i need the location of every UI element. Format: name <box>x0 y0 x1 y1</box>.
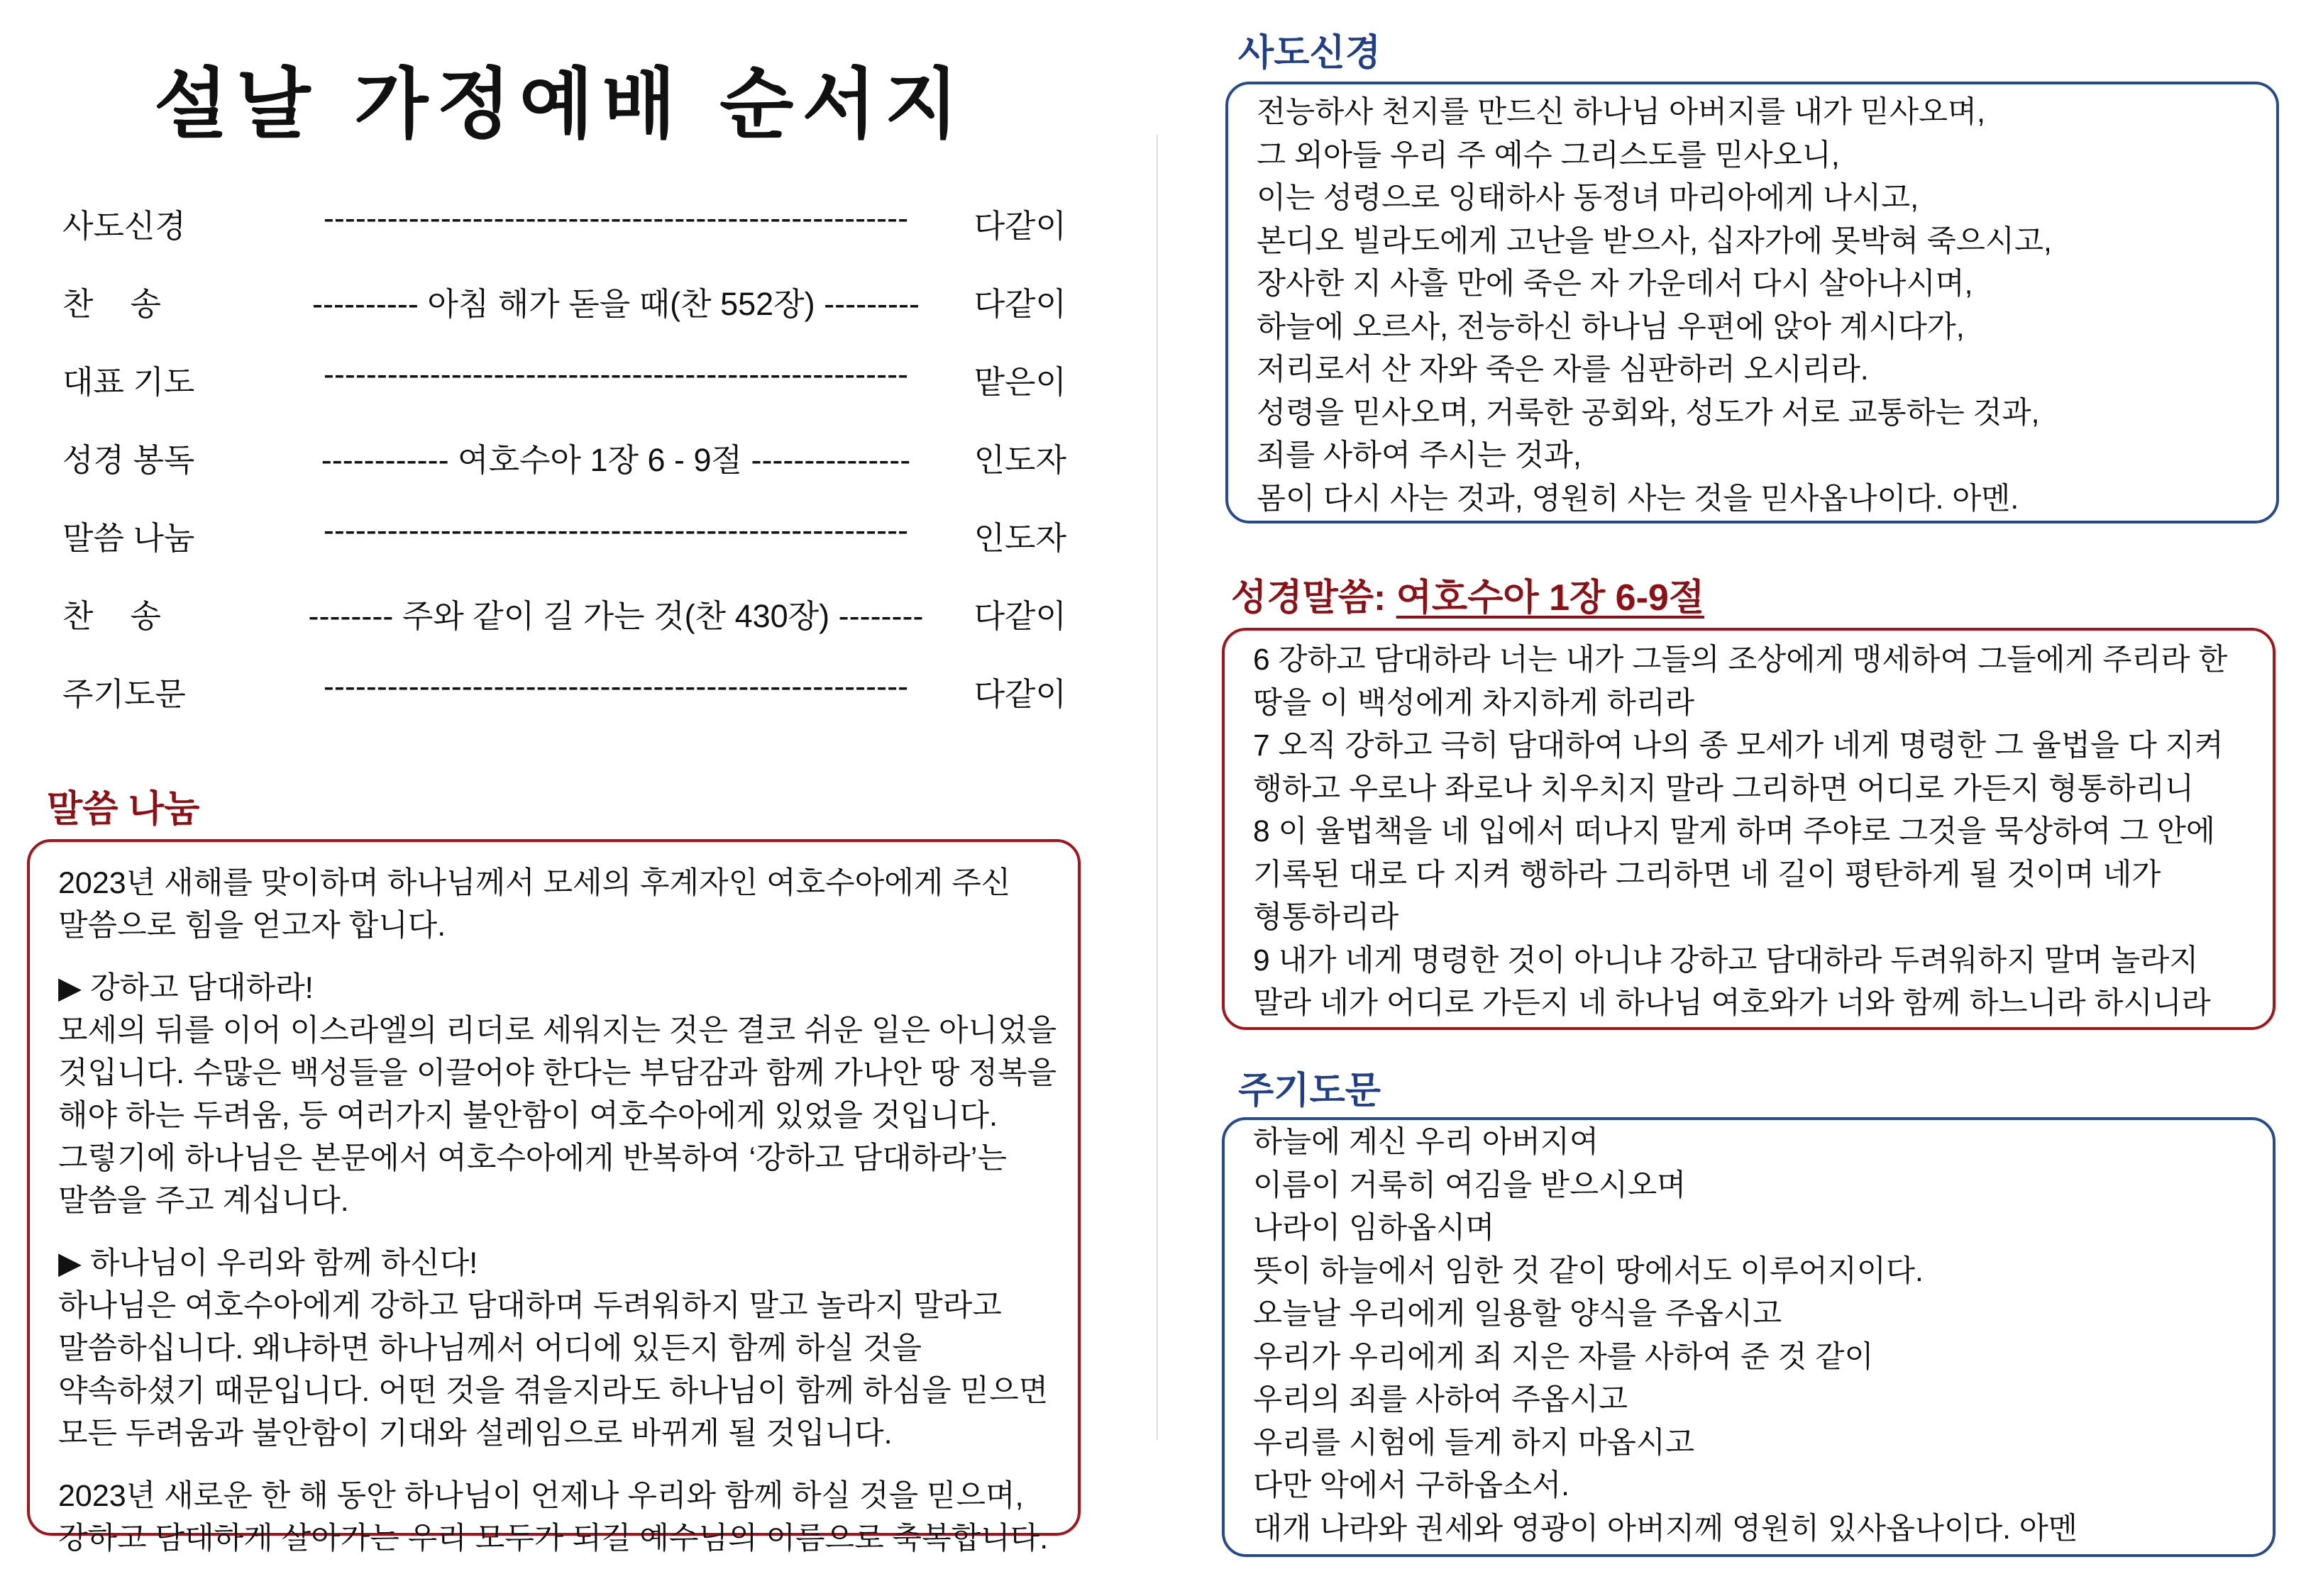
creed-line: 전능하사 천지를 만드신 하나님 아버지를 내가 믿사오며, <box>1257 96 1985 129</box>
order-detail: ---------- 아침 해가 돋을 때(찬 552장) --------- <box>311 286 920 322</box>
order-row <box>62 270 1070 348</box>
creed-line: 본디오 빌라도에게 고난을 받으사, 십자가에 못박혀 죽으시고, <box>1257 224 2052 258</box>
creed-line: 저리로서 산 자와 죽은 자를 심판하러 오시리라. <box>1257 353 1869 387</box>
order-row <box>62 192 1070 270</box>
creed-line: 하늘에 오르사, 전능하신 하나님 우편에 앉아 계시다가, <box>1257 310 1965 344</box>
verse-line: 7 오직 강하고 극히 담대하여 나의 종 모세가 네게 명령한 그 율법을 다 지켜 <box>1253 729 2224 763</box>
verse-line: 기록된 대로 다 지켜 행하라 그리하면 네 길이 평탄하게 될 것이며 네가 <box>1253 858 2161 892</box>
order-leader: 다같이 <box>973 598 1066 634</box>
page-title: 설날 가정예배 순서지 <box>153 60 968 149</box>
order-leader: 다같이 <box>973 286 1066 322</box>
sermon-text: 모든 두려움과 불안함이 기대와 설레임으로 바뀌게 될 것입니다. <box>58 1417 893 1451</box>
sermon-box <box>27 839 1081 1556</box>
order-leader: 인도자 <box>973 442 1066 478</box>
order-label: 사도신경 <box>62 208 186 244</box>
point-title: ▶ 하나님이 우리와 함께 하신다! <box>58 1246 478 1280</box>
order-row <box>62 504 1070 582</box>
prayer-line: 대개 나라와 권세와 영광이 아버지께 영원히 있사옵나이다. 아멘 <box>1253 1512 2078 1546</box>
sermon-text: 강하고 담대하게 살아가는 우리 모두가 되길 예수님의 이름으로 축복합니다. <box>58 1522 1049 1556</box>
order-label: 말씀 나눔 <box>62 520 195 556</box>
order-detail: ------------------------------------------------------- <box>323 356 909 392</box>
scripture-box <box>1222 628 2275 1030</box>
creed-line: 성령을 믿사오며, 거룩한 공회와, 성도가 서로 교통하는 것과, <box>1257 396 2040 430</box>
order-detail: ------------ 여호수아 1장 6 - 9절 --------------- <box>321 442 911 478</box>
order-leader: 다같이 <box>973 208 1066 244</box>
order-label: 성경 봉독 <box>62 442 195 478</box>
order-label: 찬송 <box>62 598 198 634</box>
order-detail: ------------------------------------------------------- <box>323 200 909 236</box>
order-of-service <box>62 192 1070 738</box>
sermon-text: 모세의 뒤를 이어 이스라엘의 리더로 세워지는 것은 결코 쉬운 일은 아니었을 <box>58 1014 1057 1048</box>
sermon-text: 그렇기에 하나님은 본문에서 여호수아에게 반복하여 ‘강하고 담대하라’는 <box>58 1141 1007 1175</box>
prayer-line: 하늘에 계신 우리 아버지여 <box>1253 1126 1599 1159</box>
prayer-box <box>1222 1117 2275 1557</box>
sermon-text: 해야 하는 두려움, 등 여러가지 불안함이 여호수아에게 있었을 것입니다. <box>58 1099 998 1133</box>
order-leader: 다같이 <box>973 676 1066 712</box>
order-detail: ------------------------------------------------------- <box>323 668 909 704</box>
sermon-text: 것입니다. 수많은 백성들을 이끌어야 한다는 부담감과 함께 가나안 땅 정복을 <box>58 1056 1057 1090</box>
order-row <box>62 426 1070 504</box>
creed-line: 그 외아들 우리 주 예수 그리스도를 믿사오니, <box>1257 138 1840 172</box>
prayer-line: 이름이 거룩히 여김을 받으시오며 <box>1253 1168 1687 1202</box>
scripture-reference: 여호수아 1장 6-9절 <box>1396 577 1705 619</box>
order-leader: 인도자 <box>973 520 1066 556</box>
sermon-text: 2023년 새로운 한 해 동안 하나님이 언제나 우리와 함께 하실 것을 믿으며, <box>58 1479 1024 1513</box>
verse-line: 9 내가 네게 명령한 것이 아니냐 강하고 담대하라 두려워하지 말며 놀라지 <box>1253 943 2199 977</box>
column-divider <box>1157 135 1158 1440</box>
verse-line: 말라 네가 어디로 가든지 네 하나님 여호와가 너와 함께 하느니라 하시니라 <box>1253 987 2211 1020</box>
prayer-heading: 주기도문 <box>1238 1070 1381 1112</box>
sermon-heading: 말씀 나눔 <box>47 789 200 830</box>
prayer-line: 우리가 우리에게 죄 지은 자를 사하여 준 것 같이 <box>1253 1340 1874 1374</box>
verse-line: 6 강하고 담대하라 너는 내가 그들의 조상에게 맹세하여 그들에게 주리라 한 <box>1253 643 2228 677</box>
sermon-text: 말씀하십니다. 왜냐하면 하나님께서 어디에 있든지 함께 하실 것을 <box>58 1331 922 1365</box>
order-leader: 맡은이 <box>973 364 1066 400</box>
order-detail: ------------------------------------------------------- <box>323 512 909 548</box>
sermon-text: 약속하셨기 때문입니다. 어떤 것을 겪을지라도 하나님이 함께 하심을 믿으면 <box>58 1374 1049 1408</box>
scripture-heading-prefix: 성경말씀: <box>1231 577 1396 619</box>
sermon-text: 2023년 새해를 맞이하며 하나님께서 모세의 후계자인 여호수아에게 주신 <box>58 866 1011 900</box>
creed-heading: 사도신경 <box>1238 33 1381 74</box>
sermon-text: 말씀을 주고 계십니다. <box>58 1184 349 1218</box>
prayer-line: 뜻이 하늘에서 임한 것 같이 땅에서도 이루어지이다. <box>1253 1254 1924 1288</box>
prayer-line: 오늘날 우리에게 일용할 양식을 주옵시고 <box>1253 1297 1782 1331</box>
point-title: ▶ 강하고 담대하라! <box>58 971 314 1005</box>
prayer-line: 우리의 죄를 사하여 주옵시고 <box>1253 1383 1628 1417</box>
order-row <box>62 348 1070 426</box>
verse-line: 땅을 이 백성에게 차지하게 하리라 <box>1253 686 1695 720</box>
order-detail: -------- 주와 같이 길 가는 것(찬 430장) -------- <box>308 598 924 634</box>
scripture-heading <box>1231 567 1704 621</box>
order-label: 대표 기도 <box>62 364 195 400</box>
creed-box <box>1225 82 2279 523</box>
creed-line: 이는 성령으로 잉태하사 동정녀 마리아에게 나시고, <box>1257 182 1919 215</box>
creed-line: 몸이 다시 사는 것과, 영원히 사는 것을 믿사옵나이다. 아멘. <box>1257 482 2019 516</box>
creed-line: 장사한 지 사흘 만에 죽은 자 가운데서 다시 살아나시며, <box>1257 267 1973 301</box>
verse-line: 행하고 우로나 좌로나 치우치지 말라 그리하면 어디로 가든지 형통하리니 <box>1253 772 2195 806</box>
prayer-line: 다만 악에서 구하옵소서. <box>1253 1469 1569 1502</box>
verse-line: 형통하리라 <box>1253 901 1399 934</box>
order-row <box>62 582 1070 660</box>
prayer-line: 우리를 시험에 들게 하지 마옵시고 <box>1253 1426 1695 1460</box>
prayer-line: 나라이 임하옵시며 <box>1253 1212 1495 1245</box>
sermon-text: 하나님은 여호수아에게 강하고 담대하며 두려워하지 말고 놀라지 말라고 <box>58 1289 1002 1323</box>
creed-line: 죄를 사하여 주시는 것과, <box>1257 439 1582 472</box>
verse-line: 8 이 율법책을 네 입에서 떠나지 말게 하며 주야로 그것을 묵상하여 그 안에 <box>1253 815 2215 848</box>
order-label: 찬송 <box>62 286 198 322</box>
sermon-text: 말씀으로 힘을 얻고자 합니다. <box>58 909 446 943</box>
order-label: 주기도문 <box>62 676 186 712</box>
order-row <box>62 660 1070 738</box>
